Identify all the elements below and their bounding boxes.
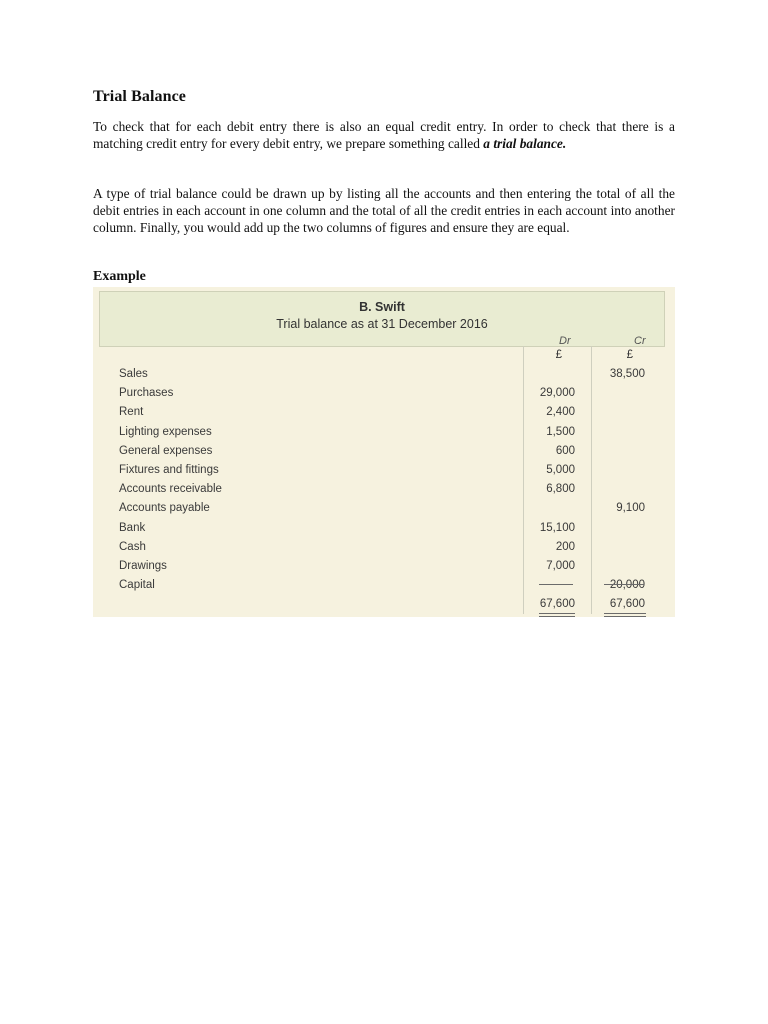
total-cr: 67,600 bbox=[609, 598, 645, 610]
total-dr: 67,600 bbox=[539, 598, 575, 610]
trial-balance-subtitle: Trial balance as at 31 December 2016 bbox=[276, 317, 488, 331]
table-row bbox=[93, 499, 675, 518]
debit-amount: 15,100 bbox=[539, 521, 575, 534]
account-name: Bank bbox=[119, 521, 146, 534]
table-row bbox=[93, 384, 675, 403]
account-name: Accounts payable bbox=[119, 502, 210, 515]
trial-balance-figure bbox=[93, 287, 675, 617]
cr-subtotal-line bbox=[604, 584, 644, 585]
currency-row bbox=[93, 346, 675, 365]
account-name: Cash bbox=[119, 540, 146, 553]
page-title: Trial Balance bbox=[93, 88, 186, 105]
totals-row bbox=[93, 595, 675, 614]
credit-amount: 38,500 bbox=[609, 368, 645, 380]
account-name: General expenses bbox=[119, 444, 213, 457]
table-row bbox=[93, 423, 675, 442]
account-name: Capital bbox=[119, 579, 155, 592]
table-row bbox=[93, 538, 675, 557]
intro-text: To check that for each debit entry there is also an equal credit entry. In order to check that there is a matching credit entry for every debit entry, we prepare something called bbox=[93, 119, 675, 151]
credit-amount: 20,000 bbox=[609, 579, 645, 592]
dr-subtotal-line bbox=[539, 584, 573, 585]
example-heading: Example bbox=[93, 269, 146, 284]
debit-amount: 7,000 bbox=[546, 560, 575, 572]
trial-balance-header bbox=[99, 291, 665, 347]
table-row bbox=[93, 442, 675, 461]
company-name: B. Swift bbox=[359, 300, 405, 314]
debit-amount: 5,000 bbox=[546, 464, 575, 476]
debit-amount: 2,400 bbox=[546, 406, 575, 419]
table-row bbox=[93, 557, 675, 576]
credit-amount: 9,100 bbox=[616, 502, 645, 515]
debit-amount: 1,500 bbox=[546, 425, 575, 438]
explanation-paragraph: A type of trial balance could be drawn up by listing all the accounts and then entering the total of all the debit entries in each account in one column and the total of all the credit entries in each account into another column. Finally, you would add up the two columns of figures and ensure they are equal. bbox=[93, 186, 675, 235]
account-name: Rent bbox=[119, 406, 144, 419]
cr-total-double-underline bbox=[604, 613, 646, 617]
account-name: Lighting expenses bbox=[119, 425, 212, 438]
table-row bbox=[93, 519, 675, 538]
table-row bbox=[93, 480, 675, 499]
account-name: Drawings bbox=[119, 560, 167, 572]
table-row bbox=[93, 576, 675, 595]
cr-currency-symbol: £ bbox=[626, 349, 633, 361]
dr-column-label: Dr bbox=[559, 335, 571, 347]
intro-paragraph bbox=[93, 118, 675, 152]
cr-column-label: Cr bbox=[634, 335, 646, 347]
account-name: Sales bbox=[119, 368, 148, 380]
account-name: Fixtures and fittings bbox=[119, 464, 219, 476]
debit-amount: 29,000 bbox=[539, 387, 575, 400]
trial-balance-emphasis: a trial balance. bbox=[483, 136, 567, 151]
debit-amount: 200 bbox=[555, 540, 575, 553]
table-row bbox=[93, 461, 675, 480]
table-row bbox=[93, 403, 675, 422]
dr-currency-symbol: £ bbox=[555, 349, 562, 361]
table-row bbox=[93, 365, 675, 384]
debit-amount: 6,800 bbox=[546, 483, 575, 496]
account-name: Purchases bbox=[119, 387, 174, 400]
debit-amount: 600 bbox=[555, 444, 575, 457]
dr-total-double-underline bbox=[539, 613, 575, 617]
account-name: Accounts receivable bbox=[119, 483, 222, 496]
